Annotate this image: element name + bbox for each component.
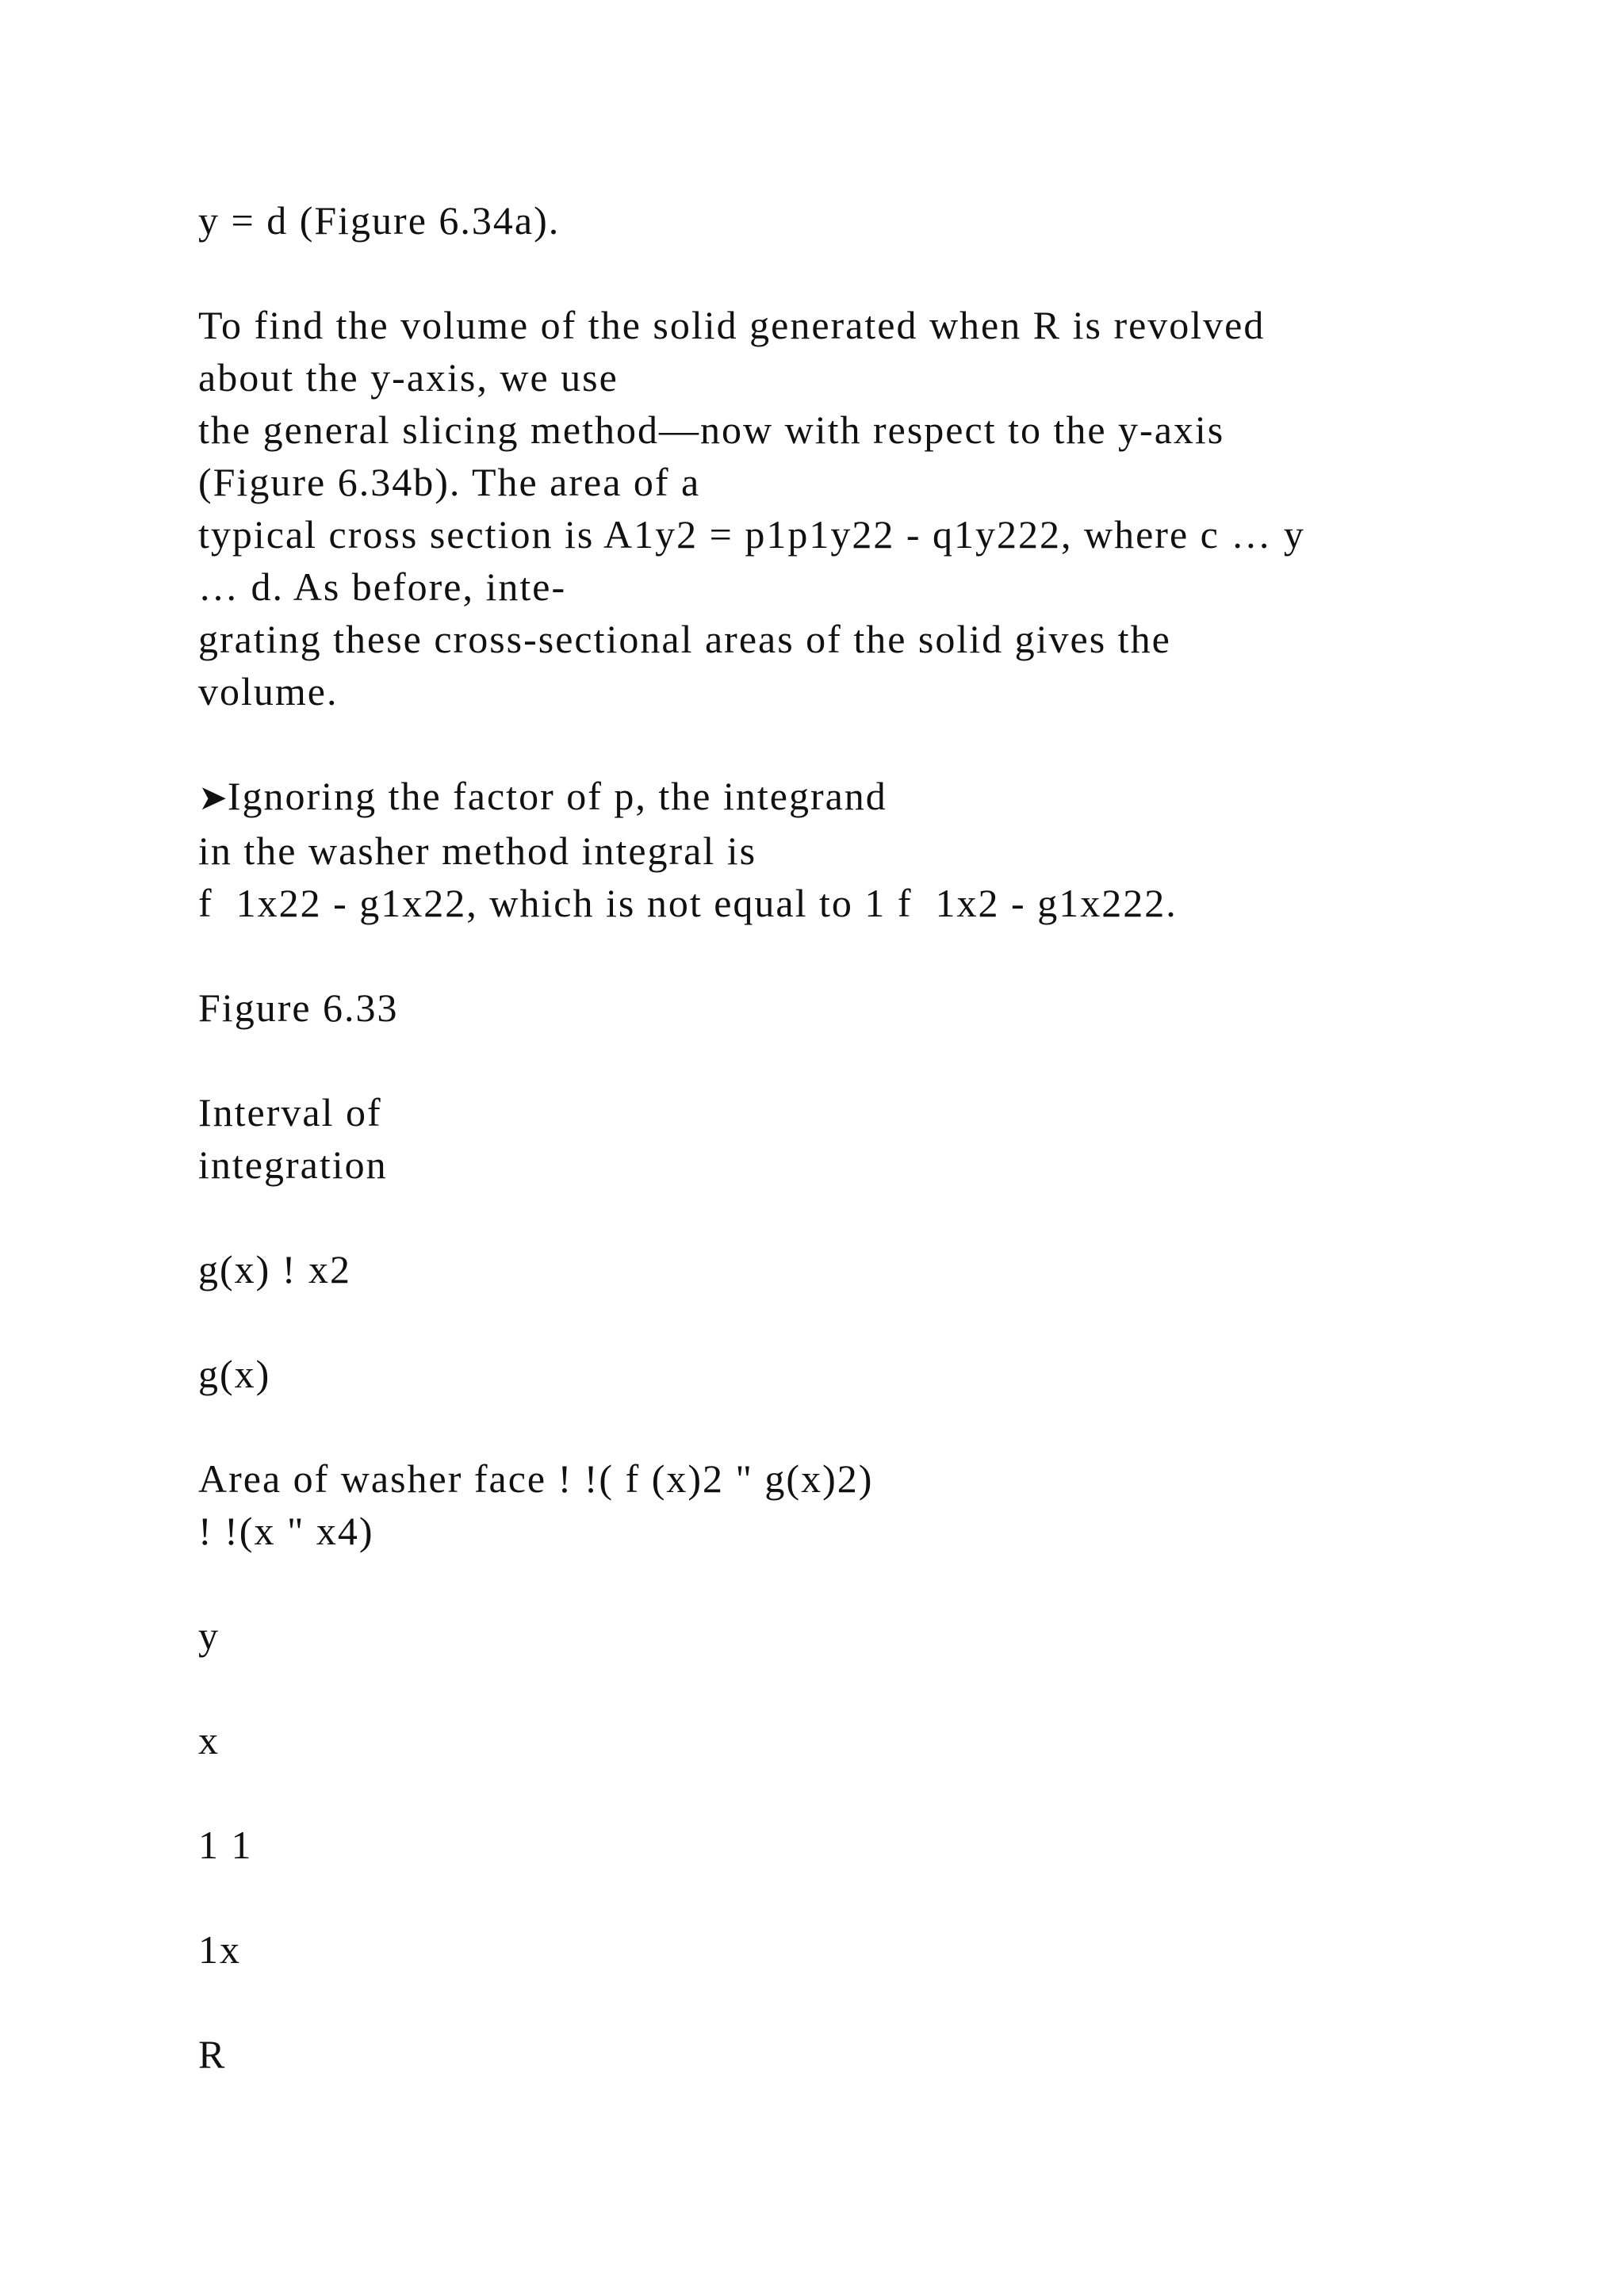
text-line: Interval of — [198, 1090, 382, 1135]
paragraph-volume-explanation — [198, 299, 1515, 718]
paragraph-margin-note — [198, 770, 1515, 929]
text-line: R — [198, 2032, 227, 2076]
text-line: Figure 6.33 — [198, 985, 399, 1030]
text-line: Area of washer face ! !( f (x)2 " g(x)2) — [198, 1456, 874, 1501]
figure-label-1x — [198, 1923, 1515, 1976]
text-line: the general slicing method—now with respect to the y-axis — [198, 408, 1225, 452]
note-text: Ignoring the factor of p, the integrand — [227, 774, 887, 818]
text-line: integration — [198, 1142, 388, 1187]
text-line: 1x — [198, 1927, 241, 1972]
text-line: y = d (Figure 6.34a). — [198, 198, 561, 243]
text-line: (Figure 6.34b). The area of a — [198, 460, 701, 504]
text-line: g(x) ! x2 — [198, 1247, 351, 1292]
text-line: … d. As before, inte- — [198, 564, 567, 609]
figure-label-gx — [198, 1348, 1515, 1400]
figure-label-interval — [198, 1086, 1515, 1191]
document-page — [198, 194, 1515, 2133]
text-line: grating these cross-sectional areas of the solid gives the — [198, 617, 1171, 661]
figure-label-ones — [198, 1819, 1515, 1871]
text-line: ! !(x " x4) — [198, 1509, 374, 1553]
figure-label-region-r — [198, 2028, 1515, 2080]
text-line: 1 1 — [198, 1823, 253, 1867]
text-line: about the y-axis, we use — [198, 355, 619, 400]
paragraph-figure-reference — [198, 194, 1515, 247]
text-line: f 1x22 - g1x22, which is not equal to 1 f 1x2 - g1x222. — [198, 881, 1178, 925]
figure-label-gx-equation — [198, 1243, 1515, 1295]
text-line: x — [198, 1718, 220, 1762]
figure-label-washer-area — [198, 1452, 1515, 1557]
text-line — [198, 770, 1515, 825]
text-line: volume. — [198, 669, 339, 714]
figure-label-y — [198, 1609, 1515, 1662]
text-line: typical cross section is A1y2 = p1p1y22 - q1y222, where c … y — [198, 512, 1305, 557]
figure-caption — [198, 982, 1515, 1034]
text-line: y — [198, 1613, 220, 1658]
text-line: To find the volume of the solid generated when R is revolved — [198, 303, 1266, 347]
text-line: in the washer method integral is — [198, 828, 757, 873]
figure-label-x — [198, 1714, 1515, 1766]
arrow-bullet-icon: ➤ — [198, 778, 228, 818]
text-line: g(x) — [198, 1352, 271, 1396]
